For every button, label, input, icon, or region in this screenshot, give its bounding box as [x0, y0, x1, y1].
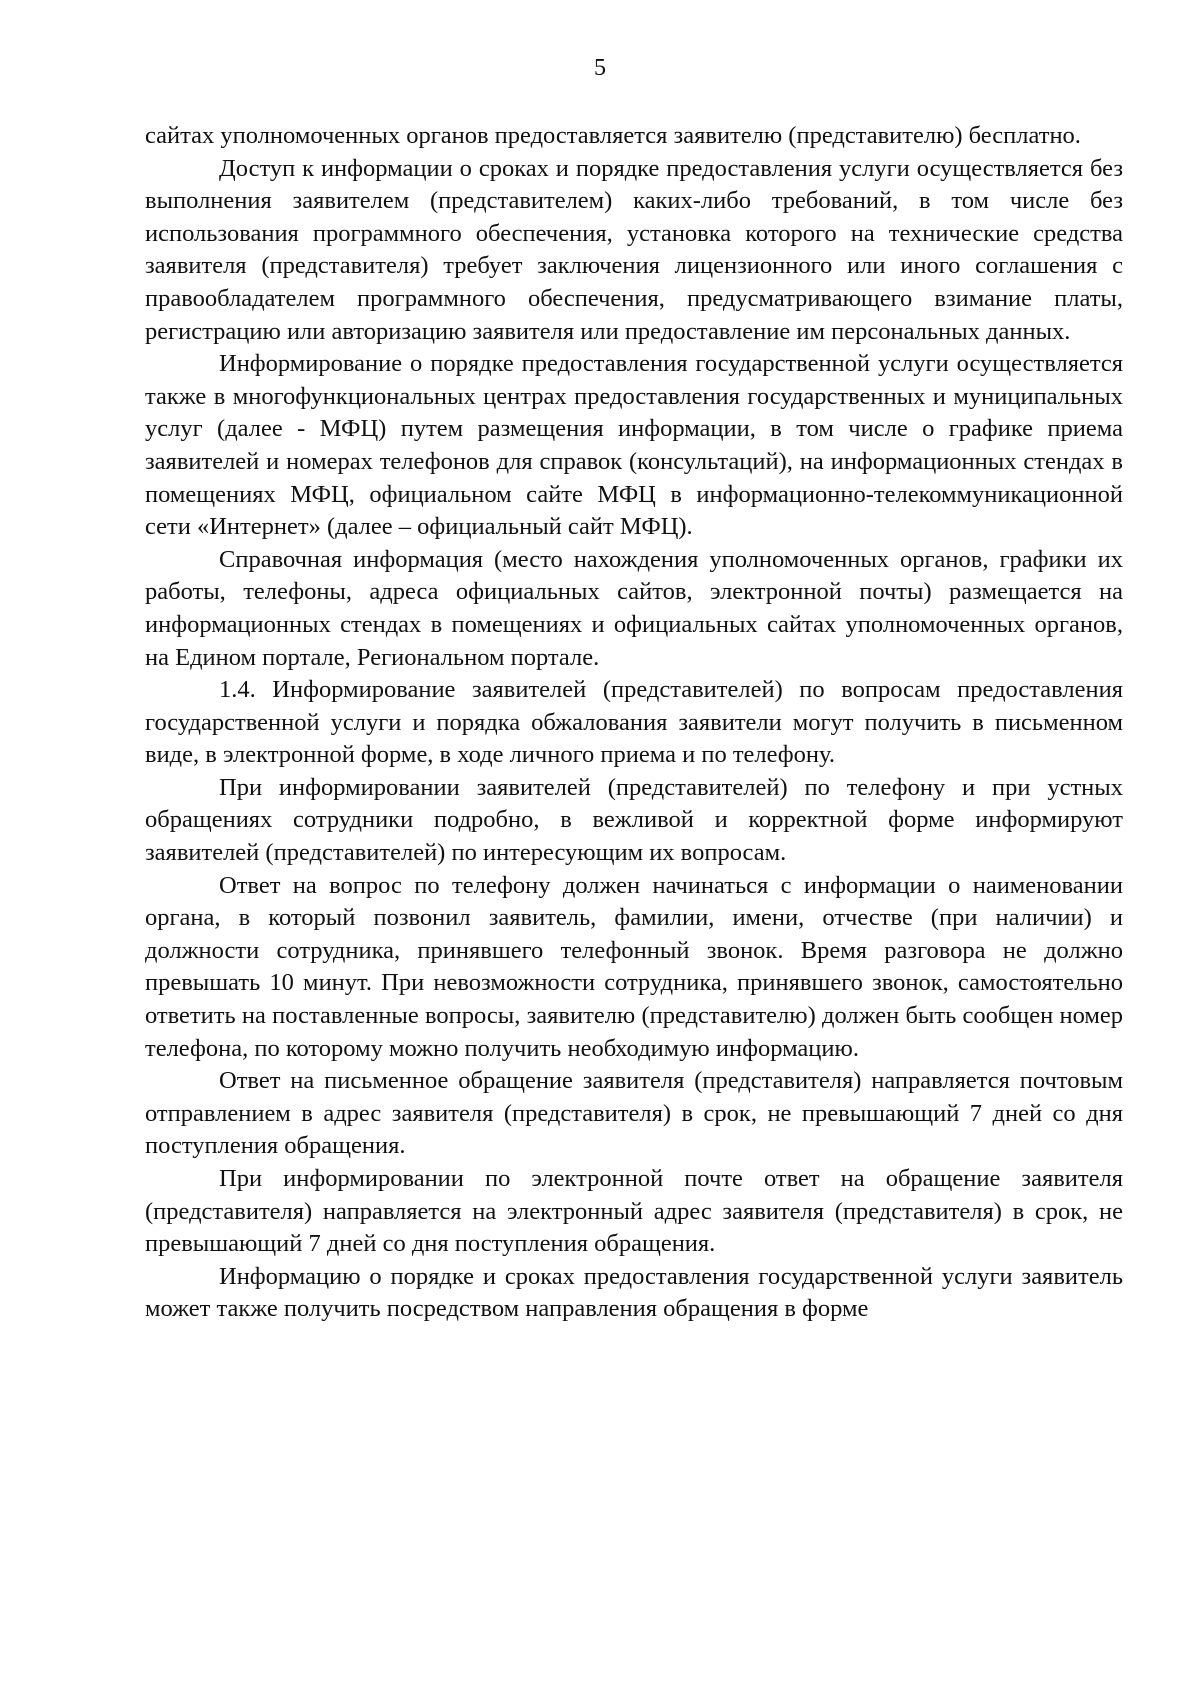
paragraph-email-answer: При информировании по электронной почте ответ на обращение заявителя (представителя) направляется на электронный адрес заявителя (представителя) в срок, не превышающий 7 дней со дня поступления обращения.	[145, 1165, 1123, 1258]
paragraph-mfc-informing: Информирование о порядке предоставления государственной услуги осуществляется также в многофункциональных центрах предоставления государственных и муниципальных услуг (далее - МФЦ) путем размещения информации, в том числе о графике приема заявителей и номерах телефонов для справок (консультаций), на информационных стендах в помещениях МФЦ, официальном сайте МФЦ в информационно-телекоммуникационной сети «Интернет» (далее – официальный сайт МФЦ).	[145, 350, 1123, 541]
paragraph-procedure-info: Информацию о порядке и сроках предоставления государственной услуги заявитель может также получить посредством направления обращения в форме	[145, 1262, 1123, 1323]
paragraph-written-answer: Ответ на письменное обращение заявителя (представителя) направляется почтовым отправлением в адрес заявителя (представителя) в срок, не превышающий 7 дней со дня поступления обращения.	[145, 1067, 1123, 1160]
page-number: 5	[594, 55, 606, 81]
paragraph-reference-info: Справочная информация (место нахождения уполномоченных органов, графики их работы, телефоны, адреса официальных сайтов, электронной почты) размещается на информационных стендах в помещениях и официальных сайтах уполномоченных органов, на Едином портале, Региональном портале.	[145, 545, 1123, 671]
paragraph-phone-answer: Ответ на вопрос по телефону должен начинаться с информации о наименовании органа, в который позвонил заявитель, фамилии, имени, отчестве (при наличии) и должности сотрудника, принявшего телефонный звонок. Время разговора не должно превышать 10 минут. При невозможности сотрудника, принявшего звонок, самостоятельно ответить на поставленные вопросы, заявителю (представителю) должен быть сообщен номер телефона, по которому можно получить необходимую информацию.	[145, 871, 1123, 1062]
paragraph-phone-informing: При информировании заявителей (представителей) по телефону и при устных обращениях сотрудники подробно, в вежливой и корректной форме информируют заявителей (представителей) по интересующим их вопросам.	[145, 773, 1123, 867]
document-body	[145, 120, 1123, 1326]
paragraph-section-1-4: 1.4. Информирование заявителей (представителей) по вопросам предоставления государственной услуги и порядка обжалования заявители могут получить в письменном виде, в электронной форме, в ходе личного приема и по телефону.	[145, 676, 1123, 769]
paragraph-access-info: Доступ к информации о сроках и порядке предоставления услуги осуществляется без выполнения заявителем (представителем) каких-либо требований, в том числе без использования программного обеспечения, установка которого на технические средства заявителя (представителя) требует заключения лицензионного или иного соглашения с правообладателем программного обеспечения, предусматривающего взимание платы, регистрацию или авторизацию заявителя или предоставление им персональных данных.	[145, 154, 1123, 345]
paragraph-continuation: сайтах уполномоченных органов предоставляется заявителю (представителю) бесплатно.	[145, 122, 1081, 149]
